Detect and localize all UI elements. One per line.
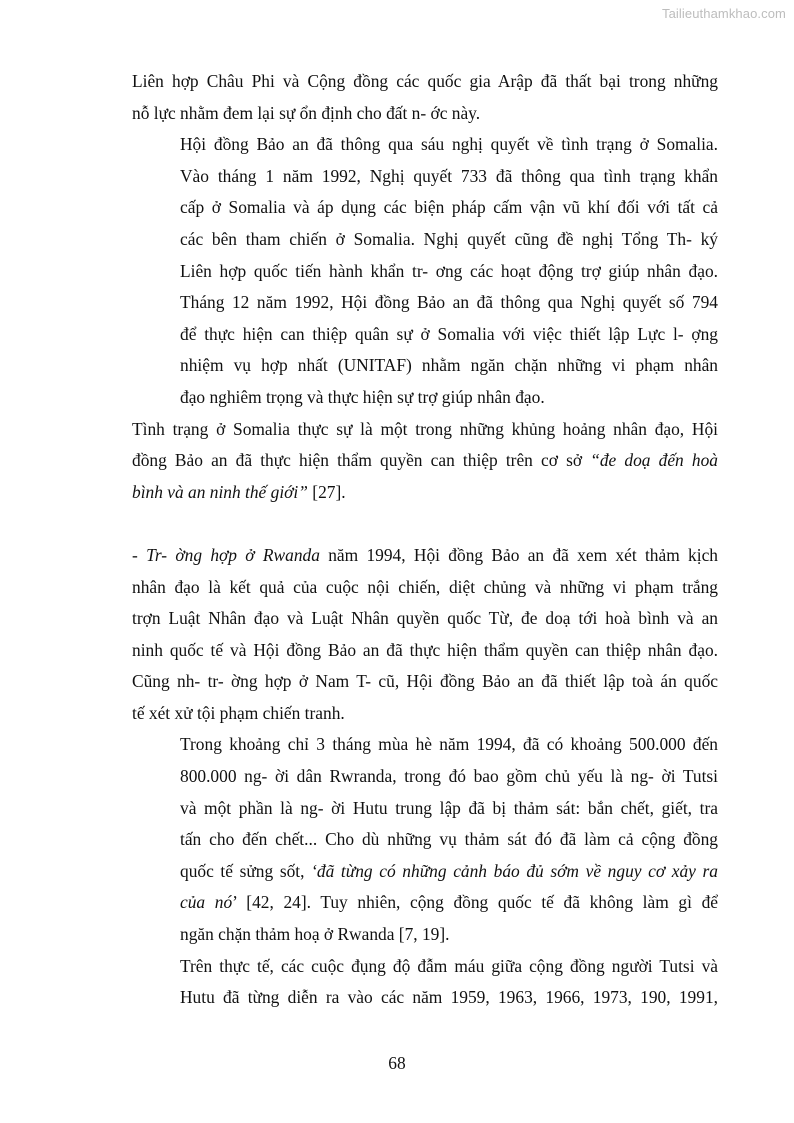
page-number: 68 (388, 1053, 406, 1073)
text-line: nhân đạo là kết quả của cuộc nội chiến, diệt chủng và những vi phạm trắng (132, 576, 718, 597)
paragraph-2 (132, 414, 718, 509)
block-quote-history (132, 951, 718, 1014)
block-quote-rwanda (132, 729, 718, 950)
paragraph-spacer (132, 508, 718, 540)
text-line (180, 856, 718, 888)
italic-quote: của nó (180, 892, 233, 913)
text-line: Trong khoảng chỉ 3 tháng mùa hè năm 1994, đã có khoảng 500.000 đến (180, 734, 718, 755)
paragraph-1 (132, 66, 718, 129)
text-line: các bên tham chiến ở Somalia. Nghị quyết cũng đề nghị Tổng Th- ký (180, 228, 718, 249)
text-line: Hutu đã từng diễn ra vào các năm 1959, 1963, 1966, 1973, 190, 1991, (180, 987, 718, 1008)
bullet-dash: - (132, 544, 147, 565)
block-quote-somalia (132, 129, 718, 413)
text-line: Tình trạng ở Somalia thực sự là một trong những khủng hoảng nhân đạo, Hội (132, 418, 718, 439)
text-line (132, 477, 718, 509)
text-line: đạo nghiêm trọng và thực hiện sự trợ giúp nhân đạo. (180, 386, 545, 407)
text-line (180, 887, 718, 919)
text-line: Trên thực tế, các cuộc đụng độ đẫm máu giữa cộng đồng người Tutsi và (180, 955, 718, 976)
watermark: Tailieuthamkhao.com (661, 6, 786, 21)
text-segment: đồng Bảo an đã thực hiện thẩm quyền can thiệp trên cơ sở (132, 450, 591, 471)
text-line: trợn Luật Nhân đạo và Luật Nhân quyền quốc Từ, đe doạ tới hoà bình và an (132, 608, 718, 629)
text-line (132, 540, 718, 572)
italic-quote: ‘đã từng có những cảnh báo đủ sớm về nguy cơ xảy ra (311, 860, 718, 881)
text-line: tấn cho đến chết... Cho dù những vụ thảm sát đó đã làm cả cộng đồng (180, 829, 718, 850)
paragraph-3-rwanda (132, 540, 718, 730)
text-line: Liên hợp quốc tiến hành khẩn tr- ơng các hoạt động trợ giúp nhân đạo. (180, 260, 718, 281)
text-line: Tháng 12 năm 1992, Hội đồng Bảo an đã thông qua Nghị quyết số 794 (180, 292, 718, 313)
text-segment: năm 1994, Hội đồng Bảo an đã xem xét thảm kịch (319, 544, 718, 565)
case-heading: Tr- ờng hợp ở Rwanda (146, 544, 320, 565)
text-line (132, 445, 718, 477)
text-line: tế xét xử tội phạm chiến tranh. (132, 702, 345, 723)
text-line: Vào tháng 1 năm 1992, Nghị quyết 733 đã thông qua tình trạng khẩn (180, 165, 718, 186)
text-line: Cũng nh- tr- ờng hợp ở Nam T- cũ, Hội đồng Bảo an đã thiết lập toà án quốc (132, 671, 718, 692)
text-segment: ’ [42, 24]. Tuy nhiên, cộng đồng quốc tế đã không làm gì để (232, 892, 718, 913)
citation: [27]. (307, 481, 346, 502)
text-line: ngăn chặn thảm hoạ ở Rwanda [7, 19]. (180, 924, 450, 945)
text-line: để thực hiện can thiệp quân sự ở Somalia với việc thiết lập Lực l- ợng (180, 323, 718, 344)
text-segment: quốc tế sửng sốt, (180, 860, 312, 881)
italic-quote: “đe doạ đến hoà (590, 450, 718, 471)
document-body (132, 66, 718, 1014)
text-line: cấp ở Somalia và áp dụng các biện pháp cấm vận vũ khí đối với tất cả (180, 197, 718, 218)
text-line: Liên hợp Châu Phi và Cộng đồng các quốc gia Arập đã thất bại trong những (132, 71, 718, 91)
text-line: nỗ lực nhằm đem lại sự ổn định cho đất n- ớc này. (132, 102, 481, 123)
text-line: nhiệm vụ hợp nhất (UNITAF) nhằm ngăn chặn những vi phạm nhân (180, 355, 718, 376)
italic-quote: bình và an ninh thế giới” (132, 481, 308, 502)
text-line: và một phần là ng- ời Hutu trung lập đã bị thảm sát: bắn chết, giết, tra (180, 797, 718, 818)
text-line: ninh quốc tế và Hội đồng Bảo an đã thực hiện thẩm quyền can thiệp nhân đạo. (132, 639, 718, 660)
text-line: 800.000 ng- ời dân Rwranda, trong đó bao gồm chủ yếu là ng- ời Tutsi (180, 766, 718, 787)
text-line: Hội đồng Bảo an đã thông qua sáu nghị quyết về tình trạng ở Somalia. (180, 134, 718, 155)
